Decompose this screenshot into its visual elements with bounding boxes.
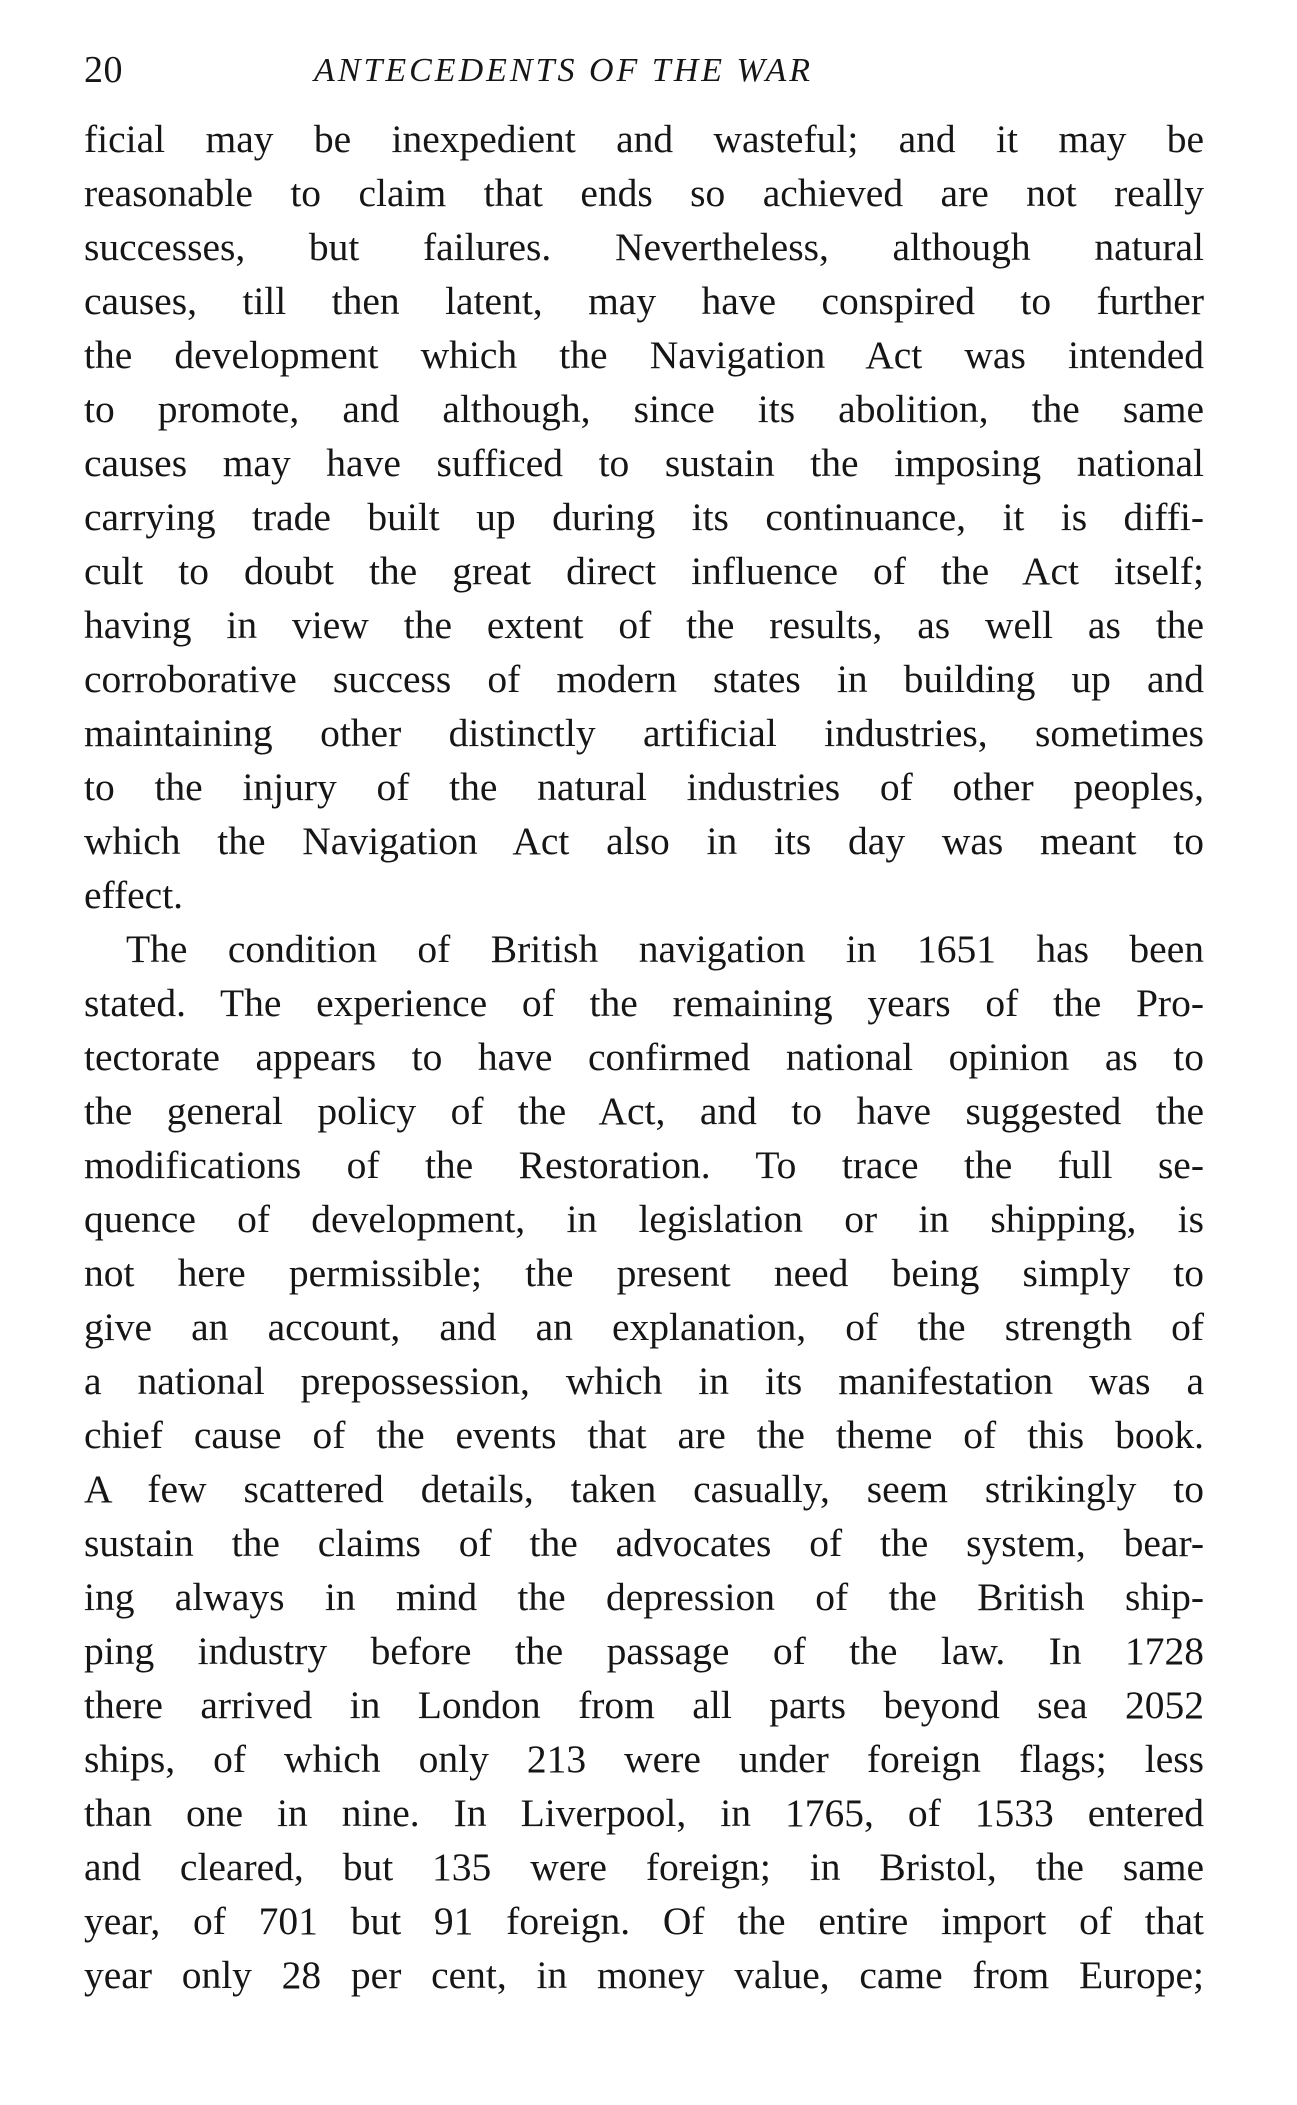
text-line: corroborative success of modern states in building up and <box>84 657 1204 701</box>
text-line: successes, but failures. Nevertheless, although natural <box>84 225 1204 269</box>
text-line: which the Navigation Act also in its day was meant to <box>84 819 1204 863</box>
text-line: having in view the extent of the results, as well as the <box>84 603 1204 647</box>
page-header <box>84 48 1204 112</box>
paragraph-1 <box>84 112 1204 922</box>
text-line: sustain the claims of the advocates of the system, bear- <box>84 1521 1204 1565</box>
text-line: than one in nine. In Liverpool, in 1765, of 1533 entered <box>84 1791 1204 1835</box>
text-line: modifications of the Restoration. To trace the full se- <box>84 1143 1204 1187</box>
text-line: stated. The experience of the remaining years of the Pro- <box>84 981 1204 1025</box>
text-line: not here permissible; the present need being simply to <box>84 1251 1204 1295</box>
text-line: reasonable to claim that ends so achieved are not really <box>84 171 1204 215</box>
text-line: cult to doubt the great direct influence of the Act itself; <box>84 549 1204 593</box>
text-line: year, of 701 but 91 foreign. Of the entire import of that <box>84 1899 1204 1943</box>
text-line: effect. <box>84 873 184 917</box>
page-number: 20 <box>84 49 123 91</box>
text-line: the general policy of the Act, and to have suggested the <box>84 1089 1204 1133</box>
text-line: ficial may be inexpedient and wasteful; and it may be <box>84 117 1204 161</box>
text-line: A few scattered details, taken casually, seem strikingly to <box>84 1467 1204 1511</box>
text-line: to the injury of the natural industries of other peoples, <box>84 765 1204 809</box>
text-line: tectorate appears to have confirmed national opinion as to <box>84 1035 1204 1079</box>
text-line: ing always in mind the depression of the British ship- <box>84 1575 1204 1619</box>
paragraph-2 <box>84 922 1204 2002</box>
text-line: and cleared, but 135 were foreign; in Bristol, the same <box>84 1845 1204 1889</box>
text-line: maintaining other distinctly artificial industries, sometimes <box>84 711 1204 755</box>
text-line: ping industry before the passage of the law. In 1728 <box>84 1629 1204 1673</box>
text-line: to promote, and although, since its abolition, the same <box>84 387 1204 431</box>
body-text <box>84 112 1204 2002</box>
text-line: there arrived in London from all parts beyond sea 2052 <box>84 1683 1204 1727</box>
text-line: causes may have sufficed to sustain the imposing national <box>84 441 1204 485</box>
book-page <box>84 48 1204 2002</box>
text-line: The condition of British navigation in 1651 has been <box>126 927 1204 971</box>
text-line: year only 28 per cent, in money value, came from Europe; <box>84 1953 1204 1997</box>
text-line: ships, of which only 213 were under foreign flags; less <box>84 1737 1204 1781</box>
text-line: a national prepossession, which in its manifestation was a <box>84 1359 1204 1403</box>
text-line: causes, till then latent, may have conspired to further <box>84 279 1204 323</box>
text-line: give an account, and an explanation, of the strength of <box>84 1305 1204 1349</box>
text-line: carrying trade built up during its continuance, it is diffi- <box>84 495 1204 539</box>
text-line: the development which the Navigation Act was intended <box>84 333 1204 377</box>
running-title: ANTECEDENTS OF THE WAR <box>314 52 814 89</box>
text-line: quence of development, in legislation or in shipping, is <box>84 1197 1204 1241</box>
text-line: chief cause of the events that are the theme of this book. <box>84 1413 1204 1457</box>
